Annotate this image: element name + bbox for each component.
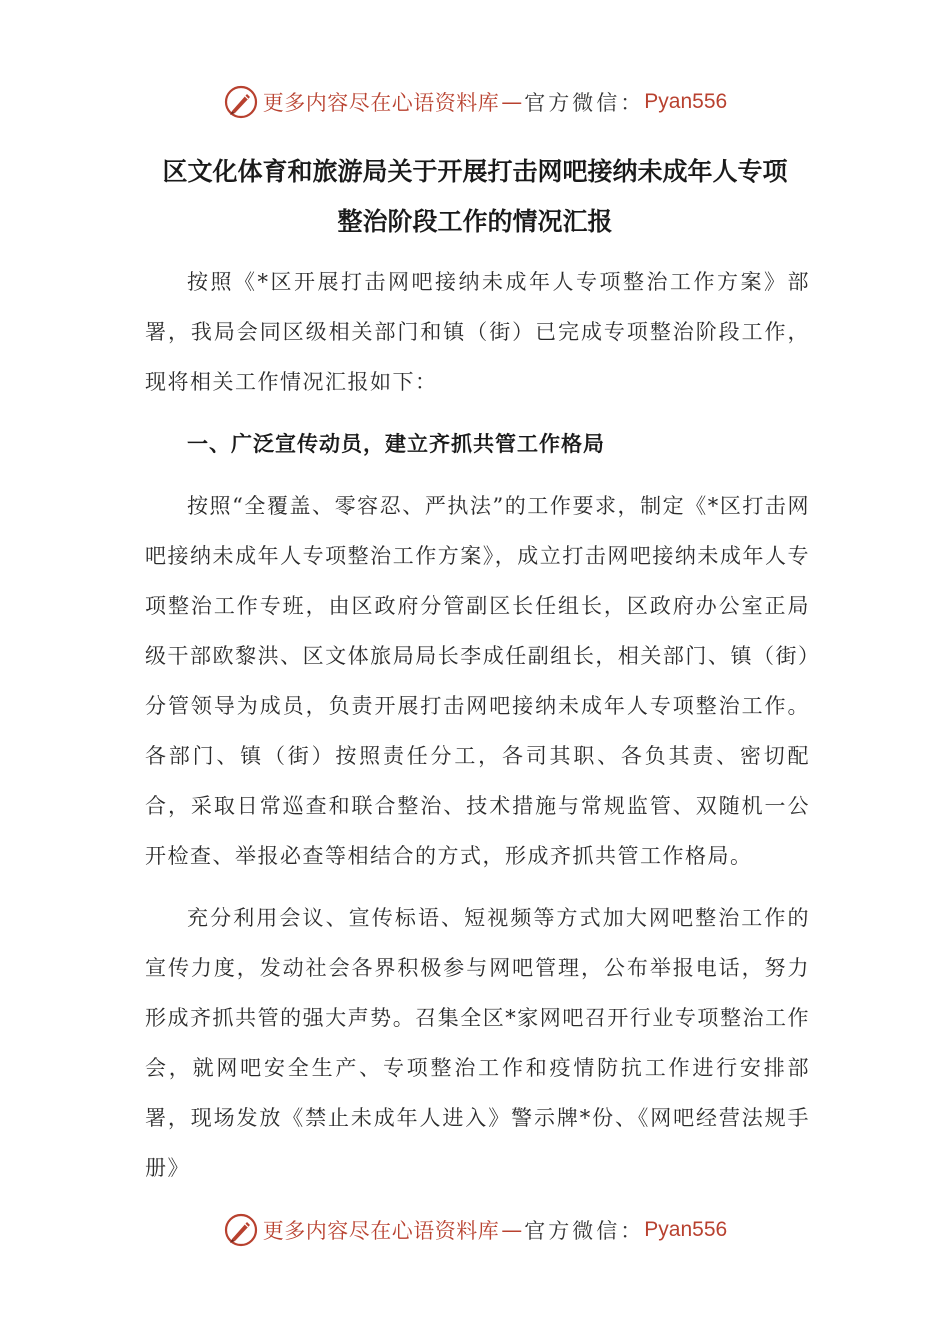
footer-banner (0, 1210, 950, 1250)
pen-logo-icon (223, 84, 259, 120)
document-title-line2: 整治阶段工作的情况汇报 (337, 207, 613, 236)
banner-wechat-label: 官方微信： (524, 1219, 645, 1243)
banner-promo-text: 更多内容尽在心语资料库 (262, 1219, 500, 1243)
banner-wechat-id: Pyan556 (644, 1218, 728, 1241)
document-title-line1: 区文化体育和旅游局关于开展打击网吧接纳未成年人专项 (162, 157, 788, 186)
section-heading: 一、广泛宣传动员，建立齐抓共管工作格局 (187, 432, 605, 456)
banner-wechat-id: Pyan556 (644, 90, 728, 113)
banner-dash: — (501, 90, 523, 114)
header-banner (0, 82, 950, 122)
body-paragraph: 充分利用会议、宣传标语、短视频等方式加大网吧整治工作的宣传力度，发动社会各界积极参与网吧管理，公布举报电话，努力形成齐抓共管的强大声势。召集全区*家网吧召开行业专项整治工作会，就网吧安全生产、专项整治工作和疫情防抗工作进行安排部署，现场发放《禁止未成年人进入》警示牌*份、《网吧经营法规手册》 (145, 906, 810, 1180)
banner-dash: — (501, 1218, 523, 1242)
document-body (145, 257, 810, 1193)
intro-paragraph: 按照《*区开展打击网吧接纳未成年人专项整治工作方案》部署，我局会同区级相关部门和镇（街）已完成专项整治阶段工作，现将相关工作情况汇报如下： (145, 270, 810, 394)
body-paragraph: 按照“全覆盖、零容忍、严执法”的工作要求，制定《*区打击网吧接纳未成年人专项整治工作方案》，成立打击网吧接纳未成年人专项整治工作专班，由区政府分管副区长任组长，区政府办公室正局级干部欧黎洪、区文体旅局局长李成任副组长，相关部门、镇（街）分管领导为成员，负责开展打击网吧接纳未成年人专项整治工作。各部门、镇（街）按照责任分工，各司其职、各负其责、密切配合，采取日常巡查和联合整治、技术措施与常规监管、双随机一公开检查、举报必查等相结合的方式，形成齐抓共管工作格局。 (145, 494, 810, 868)
banner-wechat-label: 官方微信： (524, 91, 645, 115)
pen-logo-icon (223, 1212, 259, 1248)
banner-promo-text: 更多内容尽在心语资料库 (262, 91, 500, 115)
